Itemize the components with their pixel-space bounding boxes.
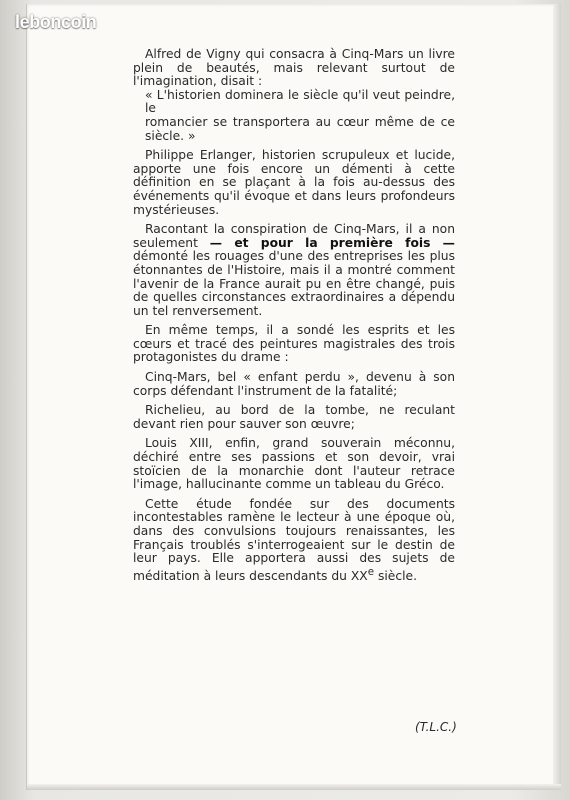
paragraph-quote: [133, 89, 455, 143]
paragraph-portraits: En même temps, il a sondé les esprits et les cœurs et tracé des peintures magistrales des trois protagonistes du drame :: [133, 323, 455, 365]
conspiration-text-start: Racontant la conspiration de Cinq-Mars, il a non seulement: [133, 222, 455, 250]
paragraph-vigny: Alfred de Vigny qui consacra à Cinq-Mars un livre plein de beautés, mais relevant surtout de l'imagination, disait :: [133, 47, 455, 89]
century-superscript: e: [367, 565, 375, 578]
leboncoin-watermark-logo: leboncoin: [15, 12, 97, 32]
paragraph-louis-xiii: Louis XIII, enfin, grand souverain méconnu, déchiré entre ses passions et son devoir, vrai stoïcien de la monarchie dont l'auteur retrace l'image, hallucinante comme un tableau du Gréco.: [133, 436, 455, 492]
conclusion-text-start: Cette étude fondée sur des documents incontestables ramène le lecteur à une époque où, dans des convulsions toujours renaissantes, les Français troublés s'interrogeaient sur le destin de leur pays. Elle apportera aussi des sujets de méditation à leurs descendants du XX: [133, 496, 455, 583]
paragraph-cinq-mars: Cinq-Mars, bel « enfant perdu », devenu à son corps défendant l'instrument de la fatalité;: [133, 370, 455, 398]
conclusion-text-end: siècle.: [374, 568, 417, 583]
paragraph-richelieu: Richelieu, au bord de la tombe, ne reculant devant rien pour sauver son œuvre;: [133, 403, 455, 431]
cover-edge-shadow: [553, 4, 561, 790]
quote-line-1: « L'historien dominera le siècle qu'il veut peindre, le: [145, 87, 455, 116]
cover-bottom-shadow: [27, 784, 561, 790]
conspiration-text-end: démonté les rouages d'une des entreprises les plus étonnantes de l'Histoire, mais il a montré comment l'avenir de la France aurait pu en être changé, puis de quelles circonstances extraordinaires a dépendu un tel renversement.: [133, 249, 455, 318]
paragraph-conclusion: [133, 498, 455, 584]
author-initials: (T.L.C.): [415, 720, 457, 734]
quote-line-2: romancier se transportera au cœur même de ce siècle. »: [145, 114, 455, 143]
paragraph-conspiration: [133, 223, 455, 318]
paragraph-erlanger: Philippe Erlanger, historien scrupuleux et lucide, apporte une fois encore un démenti à cette définition en se plaçant à la fois au-dessus des événements qu'il évoque et dans leurs profondeurs mystérieuses.: [133, 148, 455, 217]
emphasis-premiere-fois: — et pour la première fois —: [209, 235, 455, 250]
blurb-text: [133, 48, 455, 589]
